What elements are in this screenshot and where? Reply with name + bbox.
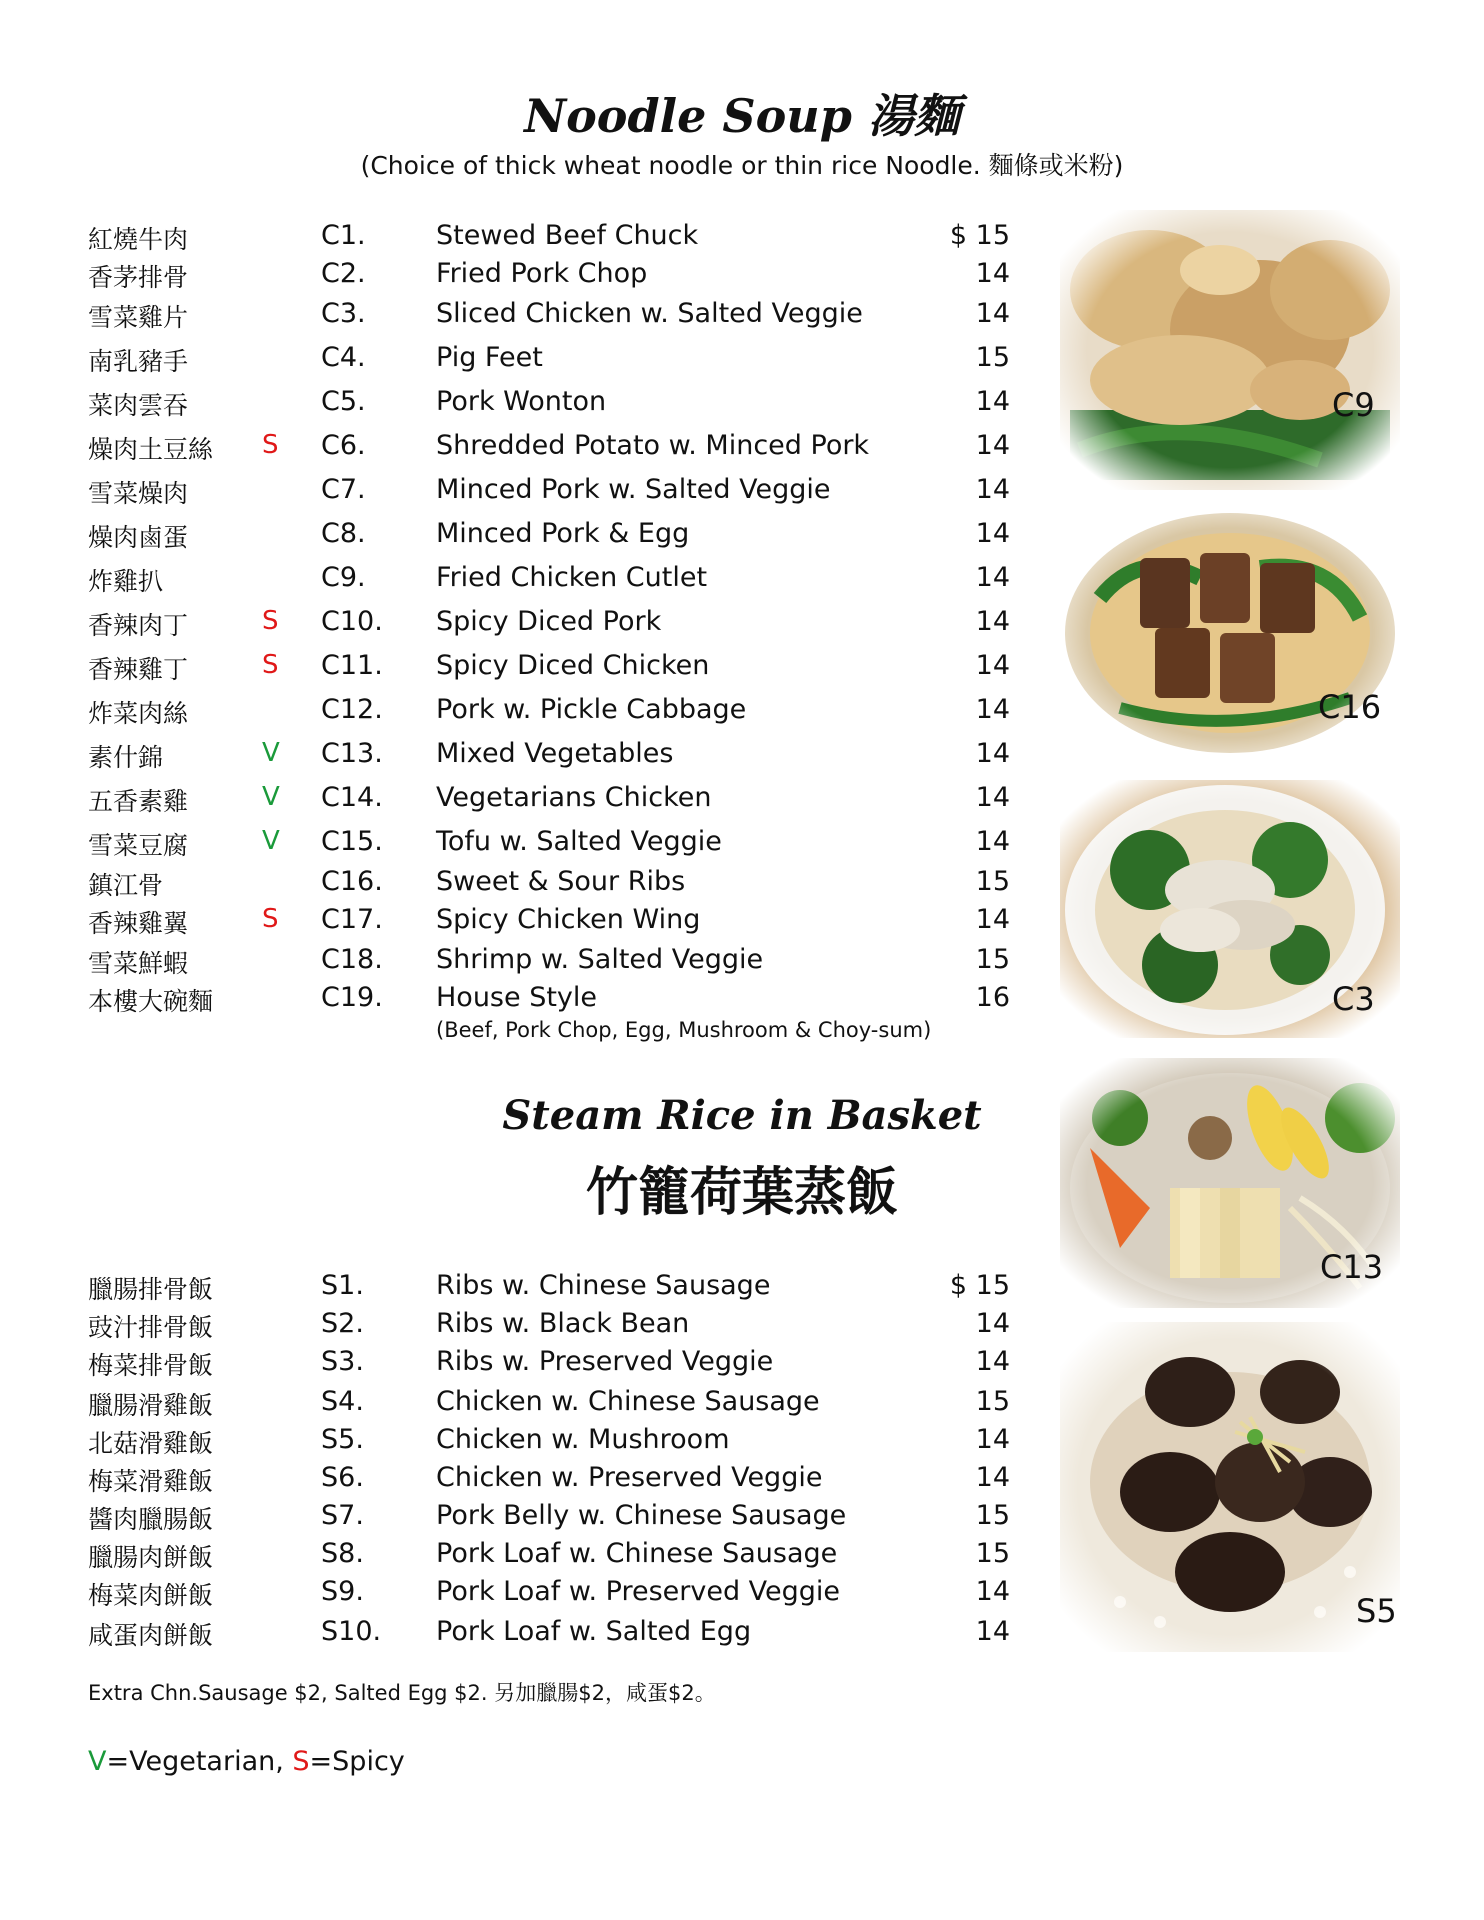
menu-item-name: Pork Loaf w. Salted Egg [436, 1616, 752, 1647]
menu-item-price: 14 [975, 782, 1010, 813]
menu-item-name: Chicken w. Mushroom [436, 1424, 730, 1455]
menu-item-price: 14 [975, 258, 1010, 289]
menu-item-name: Pork w. Pickle Cabbage [436, 694, 747, 725]
menu-item-row [0, 1462, 1020, 1498]
photo-fried-chicken-cutlet [1060, 210, 1400, 490]
extra-charges-note: Extra Chn.Sausage $2, Salted Egg $2. 另加臘腸$2，咸蛋$2。 [88, 1681, 716, 1705]
noodle-soup-title: Noodle Soup 湯麵 [524, 89, 960, 143]
steam-rice-title: Steam Rice in Basket [502, 1092, 982, 1139]
photo-label: C16 [1318, 688, 1382, 726]
menu-item-chinese-name: 雪菜鮮蝦 [88, 949, 189, 978]
menu-item-row [0, 258, 1020, 294]
menu-item-row [0, 220, 1020, 256]
menu-item-code: C5. [321, 386, 366, 417]
menu-item-name: Ribs w. Black Bean [436, 1308, 690, 1339]
steam-rice-title-zh: 竹籠荷葉蒸飯 [585, 1162, 898, 1223]
menu-item-name: Pork Loaf w. Preserved Veggie [436, 1576, 841, 1607]
menu-item-row [0, 826, 1020, 862]
menu-item-code: S6. [321, 1462, 364, 1493]
menu-item-chinese-name: 咸蛋肉餅飯 [88, 1621, 214, 1650]
menu-item-price: 15 [975, 1386, 1010, 1417]
menu-item-chinese-name: 梅菜滑雞飯 [88, 1467, 214, 1496]
menu-item-mark: S [262, 904, 279, 934]
menu-item-name: Mixed Vegetables [436, 738, 674, 769]
menu-item-chinese-name: 素什錦 [88, 743, 164, 772]
menu-item-chinese-name: 雪菜燥肉 [88, 479, 189, 508]
menu-item-price: 14 [975, 650, 1010, 681]
legend [88, 1746, 405, 1777]
menu-item-code: S10. [321, 1616, 382, 1647]
menu-item-price: 14 [975, 1616, 1010, 1647]
menu-item-row [0, 904, 1020, 940]
menu-item-chinese-name: 香辣雞翼 [88, 909, 189, 938]
menu-item-price: 14 [975, 298, 1010, 329]
menu-item-chinese-name: 臘腸排骨飯 [88, 1275, 214, 1304]
menu-item-row [0, 606, 1020, 642]
menu-item-row [0, 650, 1020, 686]
menu-item-code: C2. [321, 258, 366, 289]
menu-item-chinese-name: 菜肉雲吞 [88, 391, 189, 420]
menu-item-code: C12. [321, 694, 383, 725]
menu-item-chinese-name: 燥肉鹵蛋 [88, 523, 189, 552]
menu-item-row [0, 342, 1020, 378]
menu-item-code: C4. [321, 342, 366, 373]
menu-item-row [0, 1270, 1020, 1306]
menu-item-row [0, 782, 1020, 818]
legend-vegetarian-mark: V [88, 1746, 107, 1777]
legend-spicy-mark: S [292, 1746, 310, 1777]
menu-item-price: 14 [975, 694, 1010, 725]
legend-spicy-text: =Spicy [309, 1746, 405, 1777]
menu-item-code: C10. [321, 606, 383, 637]
menu-item-row [0, 694, 1020, 730]
menu-item-code: C19. [321, 982, 383, 1013]
menu-item-price: 14 [975, 1308, 1010, 1339]
photo-label: S5 [1356, 1592, 1397, 1630]
menu-item-row [0, 518, 1020, 554]
menu-item-chinese-name: 醬肉臘腸飯 [88, 1505, 214, 1534]
menu-item-row [0, 1386, 1020, 1422]
menu-item-name: Spicy Chicken Wing [436, 904, 701, 935]
menu-item-price: $ 15 [949, 220, 1010, 251]
menu-item-chinese-name: 雪菜豆腐 [88, 831, 189, 860]
menu-item-row [0, 430, 1020, 466]
menu-item-price: 14 [975, 606, 1010, 637]
menu-item-price: 14 [975, 1576, 1010, 1607]
menu-item-chinese-name: 臘腸肉餅飯 [88, 1543, 214, 1572]
menu-item-mark: S [262, 430, 279, 460]
menu-item-code: S1. [321, 1270, 364, 1301]
menu-item-code: C16. [321, 866, 383, 897]
menu-item-row [0, 1500, 1020, 1536]
photo-label: C3 [1332, 980, 1375, 1018]
menu-item-code: C8. [321, 518, 366, 549]
menu-item-price: 15 [975, 944, 1010, 975]
menu-item-row [0, 944, 1020, 980]
menu-item-chinese-name: 雪菜雞片 [88, 303, 189, 332]
menu-item-name: Ribs w. Chinese Sausage [436, 1270, 771, 1301]
menu-item-row [0, 474, 1020, 510]
menu-item-code: C13. [321, 738, 383, 769]
menu-item-price: 14 [975, 518, 1010, 549]
menu-item-code: S7. [321, 1500, 364, 1531]
menu-item-row [0, 982, 1020, 1018]
menu-item-price: 14 [975, 562, 1010, 593]
menu-item-chinese-name: 本樓大碗麵 [88, 987, 214, 1016]
menu-item-chinese-name: 南乳豬手 [88, 347, 189, 376]
menu-item-code: S2. [321, 1308, 364, 1339]
menu-item-price: 15 [975, 1538, 1010, 1569]
menu-item-name: Ribs w. Preserved Veggie [436, 1346, 774, 1377]
menu-item-chinese-name: 五香素雞 [88, 787, 189, 816]
menu-item-name: Stewed Beef Chuck [436, 220, 699, 251]
menu-item-price: 16 [975, 982, 1010, 1013]
menu-item-name: Pork Belly w. Chinese Sausage [436, 1500, 847, 1531]
menu-item-row [0, 1616, 1020, 1652]
menu-item-chinese-name: 臘腸滑雞飯 [88, 1391, 214, 1420]
menu-item-price: 14 [975, 1346, 1010, 1377]
photo-label: C9 [1332, 386, 1375, 424]
photo-mixed-vegetables [1060, 1058, 1400, 1308]
menu-item-name: Spicy Diced Chicken [436, 650, 710, 681]
photo-chicken-mushroom-rice [1060, 1322, 1400, 1652]
menu-item-chinese-name: 香辣雞丁 [88, 655, 189, 684]
menu-item-chinese-name: 梅菜排骨飯 [88, 1351, 214, 1380]
menu-item-code: C14. [321, 782, 383, 813]
menu-item-chinese-name: 香辣肉丁 [88, 611, 189, 640]
menu-item-name: Spicy Diced Pork [436, 606, 662, 637]
menu-item-name: Pig Feet [436, 342, 543, 373]
menu-item-price: 14 [975, 1462, 1010, 1493]
menu-item-price: 14 [975, 386, 1010, 417]
menu-item-mark: S [262, 650, 279, 680]
menu-item-code: C18. [321, 944, 383, 975]
menu-item-row [0, 1346, 1020, 1382]
menu-item-name: Chicken w. Chinese Sausage [436, 1386, 820, 1417]
menu-item-name: Tofu w. Salted Veggie [436, 826, 722, 857]
menu-item-name: House Style [436, 982, 598, 1013]
menu-item-chinese-name: 燥肉土豆絲 [88, 435, 214, 464]
menu-item-row [0, 866, 1020, 902]
noodle-soup-subtitle: (Choice of thick wheat noodle or thin rice Noodle. 麵條或米粉) [360, 151, 1124, 180]
menu-item-code: C11. [321, 650, 383, 681]
menu-item-name: Fried Chicken Cutlet [436, 562, 708, 593]
menu-item-chinese-name: 北菇滑雞飯 [88, 1429, 214, 1458]
menu-item-name: Minced Pork & Egg [436, 518, 690, 549]
menu-item-row [0, 1308, 1020, 1344]
menu-item-price: 15 [975, 342, 1010, 373]
menu-item-code: S9. [321, 1576, 364, 1607]
menu-item-name: Pork Wonton [436, 386, 607, 417]
menu-item-code: S3. [321, 1346, 364, 1377]
menu-item-price: 14 [975, 904, 1010, 935]
menu-item-row [0, 298, 1020, 334]
menu-item-row [0, 738, 1020, 774]
menu-item-row [0, 1424, 1020, 1460]
menu-item-code: S8. [321, 1538, 364, 1569]
menu-item-chinese-name: 紅燒牛肉 [88, 225, 189, 254]
menu-item-price: 14 [975, 738, 1010, 769]
menu-item-row [0, 1538, 1020, 1574]
menu-item-price: 14 [975, 826, 1010, 857]
menu-item-mark: V [262, 826, 280, 856]
menu-item-price: 14 [975, 1424, 1010, 1455]
menu-item-mark: V [262, 782, 280, 812]
menu-item-code: C6. [321, 430, 366, 461]
menu-item-chinese-name: 鎮江骨 [88, 871, 164, 900]
menu-item-price: 14 [975, 430, 1010, 461]
menu-item-code: C1. [321, 220, 366, 251]
photo-sweet-sour-ribs [1060, 508, 1400, 758]
menu-item-name: Shredded Potato w. Minced Pork [436, 430, 870, 461]
photo-label: C13 [1320, 1248, 1384, 1286]
menu-item-chinese-name: 炸雞扒 [88, 567, 164, 596]
menu-item-row [0, 562, 1020, 598]
menu-item-mark: V [262, 738, 280, 768]
photo-sliced-chicken-salted-veggie [1060, 780, 1400, 1038]
menu-item-chinese-name: 香茅排骨 [88, 263, 189, 292]
menu-item-chinese-name: 豉汁排骨飯 [88, 1313, 214, 1342]
menu-item-code: C9. [321, 562, 366, 593]
house-style-note: (Beef, Pork Chop, Egg, Mushroom & Choy-sum) [436, 1018, 932, 1042]
menu-item-code: C17. [321, 904, 383, 935]
menu-item-name: Vegetarians Chicken [436, 782, 712, 813]
menu-item-name: Minced Pork w. Salted Veggie [436, 474, 831, 505]
menu-item-name: Sliced Chicken w. Salted Veggie [436, 298, 863, 329]
menu-item-price: 15 [975, 866, 1010, 897]
menu-item-name: Shrimp w. Salted Veggie [436, 944, 764, 975]
menu-item-chinese-name: 梅菜肉餅飯 [88, 1581, 214, 1610]
menu-item-price: 15 [975, 1500, 1010, 1531]
menu-item-code: S4. [321, 1386, 364, 1417]
menu-item-code: S5. [321, 1424, 364, 1455]
menu-item-code: C3. [321, 298, 366, 329]
menu-item-name: Sweet & Sour Ribs [436, 866, 686, 897]
menu-item-mark: S [262, 606, 279, 636]
menu-item-chinese-name: 炸菜肉絲 [88, 699, 189, 728]
menu-item-code: C15. [321, 826, 383, 857]
menu-item-price: $ 15 [949, 1270, 1010, 1301]
legend-vegetarian-text: =Vegetarian, [106, 1746, 293, 1777]
menu-item-name: Pork Loaf w. Chinese Sausage [436, 1538, 838, 1569]
menu-item-code: C7. [321, 474, 366, 505]
menu-item-price: 14 [975, 474, 1010, 505]
menu-item-name: Chicken w. Preserved Veggie [436, 1462, 823, 1493]
menu-item-row [0, 386, 1020, 422]
menu-item-row [0, 1576, 1020, 1612]
menu-item-name: Fried Pork Chop [436, 258, 648, 289]
